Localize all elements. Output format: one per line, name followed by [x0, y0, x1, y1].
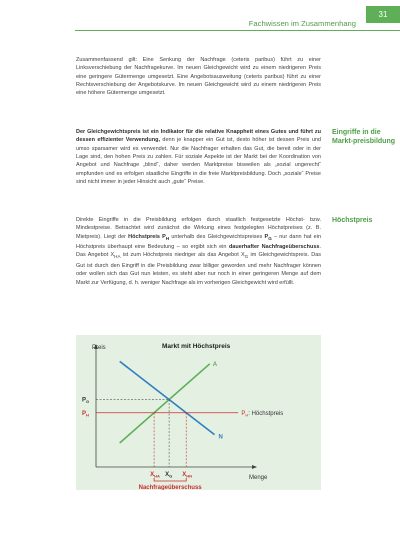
header-title: Fachwissen im Zusammenhang — [248, 19, 356, 28]
chart-title: Markt mit Höchstpreis — [162, 343, 231, 350]
pg-label: $P_G$ — [82, 397, 90, 405]
p3-h: ist zum Höchstpreis niedriger als das Angebot X — [120, 252, 245, 259]
header-rule — [75, 30, 400, 31]
paragraph-equilibrium-bold: Der Gleichgewichtspreis ist ein Indikator für die relative Knappheit eines Gutes und führt zu dessen effizienter Verwendung, — [76, 129, 321, 144]
p3-c: unterhalb des Gleichgewichtspreises — [169, 233, 265, 240]
chart-panel — [76, 335, 321, 490]
p3-d-sub: G — [268, 235, 272, 241]
ph-legend: $P_H$: Höchstpreis — [241, 410, 284, 418]
supply-curve — [120, 364, 210, 443]
paragraph-summary: Zusammenfassend gilt: Eine Senkung der Nachfrage (ceteris paribus) führt zu einer Linksverschiebung der Nachfragekurve. Im neuen Gleichgewicht wird zu einem niedrigeren Preis eine geringere Gütermenge umgesetzt. Eine Angebotsausweitung (ceteris paribus) führt zu einer Rechtsverschiebung der Angebotskurve. Im neuen Gleichgewicht wird zu einem niedrigeren Preis eine höhere Gütermenge umgesetzt. — [76, 57, 321, 97]
p3-i: im Gleichgewichtspreis. Das Gut ist durch den Eingriff in die Preisbildung zwar billiger geworden und mehr Nachfrager können oder wollen sich das Gut nun leisten, es steht aber nur noch in einer geringeren Menge auf dem Markt zur Verfügung, d. h. weniger Nachfrage als im vorherigen Gleichgewicht wird erfüllt. — [76, 252, 322, 286]
p3-e: – nur dann hat ein Höchstpreis überhaupt eine Bedeutung – so ergibt sich ein — [76, 233, 322, 251]
x-axis-label: Menge — [249, 475, 268, 481]
quantity-label-1: $X_G$ — [165, 472, 173, 479]
x-axis-arrow — [252, 465, 257, 469]
p3-d — [265, 234, 272, 240]
p3-h-sub: G — [244, 254, 249, 260]
p3-f: dauerhafter Nachfrageüberschuss — [228, 244, 320, 251]
demand-label: N — [218, 434, 223, 441]
p3-d-text: P — [264, 233, 269, 240]
p3-b-sub: H — [165, 235, 170, 241]
quantity-label-0: $X_{HA}$ — [150, 472, 160, 479]
p3-a: Direkte Eingriffe in die Preisbildung erfolgen durch staatlich festgesetzte Höchst- bzw. Mindestpreise. Betrachtet wird zunächst die Wirkung eines festgelegten Höchstpreises (z. B. Mietpreis). Liegt der — [76, 217, 321, 240]
paragraph-equilibrium-text: denn je knapper ein Gut ist, desto höher ist dessen Preis und umso sparsamer wird es verwendet. Nur die Nachfrager erhalten das Gut, die bereit oder in der Lage sind, den hohen Preis zu zahlen. Für soziale Aspekte ist der Markt bei der Koordination von Angebot und Nachfrage „blind“, daher werden Marktpreise bisweilen als „sozial ungerecht“ empfunden und es erfolgen staatliche Eingriffe in die freie Marktpreisbildung. Doch „soziale“ Preise sind nicht immer in jeder Hinsicht auch „gute“ Preise. — [76, 137, 321, 186]
chart-marks — [82, 361, 283, 490]
p3-g-sub: HA — [114, 254, 121, 260]
page-number: 31 — [366, 6, 400, 23]
p3-b-text: Höchstpreis P — [128, 233, 166, 240]
supply-label: A — [212, 361, 218, 368]
y-axis-label: Preis — [92, 345, 106, 351]
sidenote-market-intervention: Eingriffe in die Markt-preisbildung — [332, 129, 396, 145]
chart-svg — [76, 335, 321, 490]
p3-g: . Das Angebot X — [76, 244, 321, 259]
paragraph-maxprice — [76, 216, 321, 287]
p3-b — [128, 234, 169, 240]
quantity-label-2: $X_{HN}$ — [182, 472, 192, 479]
ph-label: $P_H$ — [82, 410, 89, 418]
sidenote-max-price: Höchstpreis — [332, 217, 373, 224]
paragraph-equilibrium — [76, 128, 321, 186]
page-header — [0, 0, 400, 40]
surplus-label: Nachfrageüberschuss — [138, 485, 202, 490]
